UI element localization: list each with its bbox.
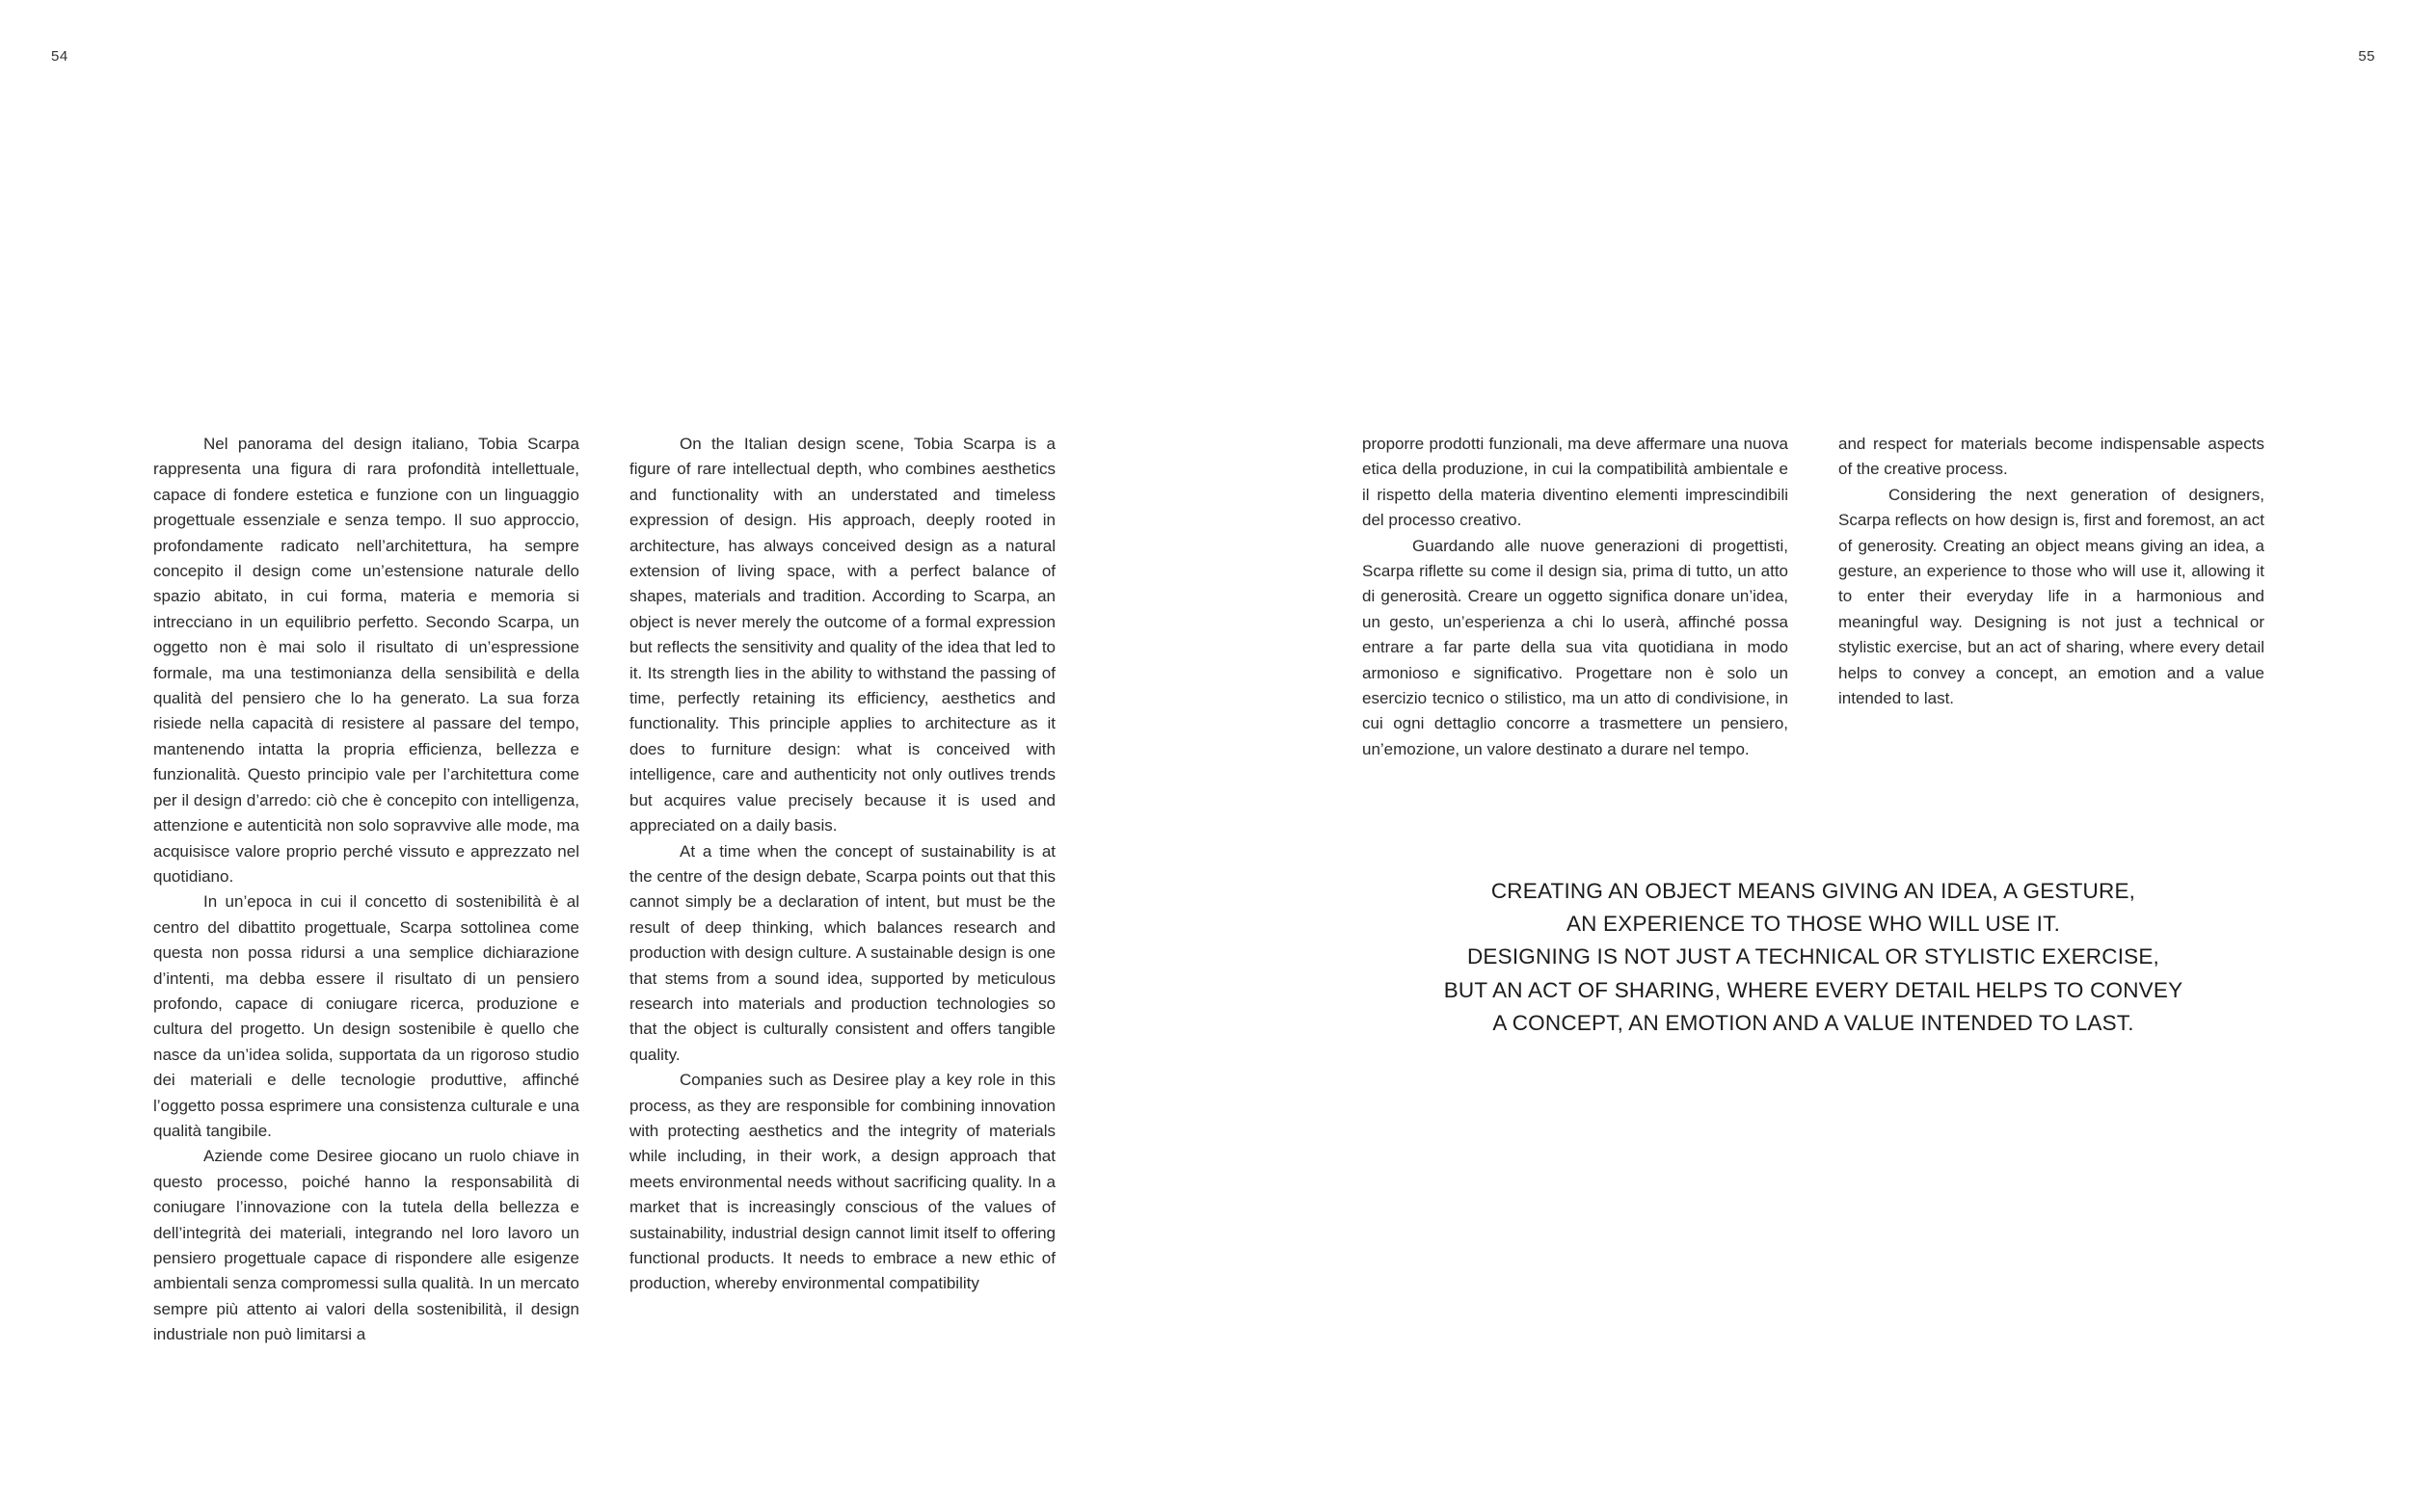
paragraph-continued: proporre prodotti funzionali, ma deve affermare una nuova etica della produzione, in cui la compatibilità ambientale e il rispetto della materia diventino elementi imprescindibili del processo creativo. xyxy=(1362,435,1788,530)
paragraph: On the Italian design scene, Tobia Scarpa is a figure of rare intellectual depth, who combines aesthetics and functionality with an understated and timeless expression of design. His approach, deeply rooted in architecture, has always conceived design as a natural extension of living space, with a perfect balance of shapes, materials and tradition. According to Scarpa, an object is never merely the outcome of a formal expression but reflects the sensitivity and quality of the idea that led to it. Its strength lies in the ability to withstand the passing of time, perfectly retaining its efficiency, aesthetics and functionality. This principle applies to architecture as it does to furniture design: what is conceived with intelligence, care and authenticity not only outlives trends but acquires value precisely because it is used and appreciated on a daily basis. xyxy=(629,435,1056,836)
text-column-italian-left xyxy=(153,432,579,1348)
paragraph: In un’epoca in cui il concetto di sostenibilità è al centro del dibattito progettuale, Scarpa sottolinea come questa non possa ridursi a una semplice dichiarazione d’intenti, ma debba essere il risultato di un pensiero profondo, capace di coniugare ricerca, produzione e cultura del progetto. Un design sostenibile è quello che nasce da un’idea solida, supportata da un rigoroso studio dei materiali e delle tecnologie produttive, affinché l’oggetto possa esprimere una consistenza culturale e una qualità tangibile. xyxy=(153,892,579,1140)
pull-quote-line: A CONCEPT, AN EMOTION AND A VALUE INTENDED TO LAST. xyxy=(1492,1010,2134,1035)
text-column-italian-right xyxy=(1362,432,1788,762)
text-column-english-left xyxy=(629,432,1056,1297)
pull-quote xyxy=(1350,875,2277,1040)
pull-quote-line: DESIGNING IS NOT JUST A TECHNICAL OR STYLISTIC EXERCISE, xyxy=(1466,944,2160,969)
paragraph: Aziende come Desiree giocano un ruolo chiave in questo processo, poiché hanno la responsabilità di coniugare l’innovazione con la tutela della bellezza e dell’integrità dei materiali, integrando nel loro lavoro un pensiero progettuale capace di rispondere alle esigenze ambientali senza compromessi sulla qualità. In un mercato sempre più attento ai valori della sostenibilità, il design industriale non può limitarsi a xyxy=(153,1147,579,1344)
paragraph: Companies such as Desiree play a key role in this process, as they are responsible for combining innovation with protecting aesthetics and the integrity of materials while including, in their work, a design approach that meets environmental needs without sacrificing quality. In a market that is increasingly conscious of the values of sustainability, industrial design cannot limit itself to offering functional products. It needs to embrace a new ethic of production, whereby environmental compatibility xyxy=(629,1071,1056,1293)
text-column-english-right xyxy=(1838,432,2264,711)
pull-quote-line: CREATING AN OBJECT MEANS GIVING AN IDEA, A GESTURE, xyxy=(1490,879,2136,903)
pull-quote-line: AN EXPERIENCE TO THOSE WHO WILL USE IT. xyxy=(1566,912,2061,937)
page-number-left: 54 xyxy=(51,48,68,65)
page-number-right: 55 xyxy=(2358,48,2375,65)
paragraph-continued: and respect for materials become indispensable aspects of the creative process. xyxy=(1838,435,2264,479)
paragraph: Nel panorama del design italiano, Tobia Scarpa rappresenta una figura di rara profondità intellettuale, capace di fondere estetica e funzione con un linguaggio progettuale essenziale e senza tempo. Il suo approccio, profondamente radicato nell’architettura, ha sempre concepito il design come un’estensione naturale dello spazio abitato, in cui forma, materia e memoria si intrecciano in un equilibrio perfetto. Secondo Scarpa, un oggetto non è mai solo il risultato di un’espressione formale, ma una testimonianza della sensibilità e della qualità del pensiero che lo ha generato. La sua forza risiede nella capacità di resistere al passare del tempo, mantenendo intatta la propria efficienza, bellezza e funzionalità. Questo principio vale per l’architettura come per il design d’arredo: ciò che è concepito con intelligenza, attenzione e autenticità non solo sopravvive alle mode, ma acquisisce valore proprio perché vissuto e apprezzato nel quotidiano. xyxy=(153,435,579,886)
paragraph: Considering the next generation of designers, Scarpa reflects on how design is, first and foremost, an act of generosity. Creating an object means giving an idea, a gesture, an experience to those who will use it, allowing it to enter their everyday life in a harmonious and meaningful way. Designing is not just a technical or stylistic exercise, but an act of sharing, where every detail helps to convey a concept, an emotion and a value intended to last. xyxy=(1838,485,2264,708)
paragraph: At a time when the concept of sustainability is at the centre of the design debate, Scarpa points out that this cannot simply be a declaration of intent, but must be the result of deep thinking, which balances research and production with design culture. A sustainable design is one that stems from a sound idea, supported by meticulous research into materials and production technologies so that the object is culturally consistent and offers tangible quality. xyxy=(629,841,1056,1064)
paragraph: Guardando alle nuove generazioni di progettisti, Scarpa riflette su come il design sia, prima di tutto, un atto di generosità. Creare un oggetto significa donare un’idea, un gesto, un’esperienza a chi lo userà, affinché possa entrare a far parte della sua vita quotidiana in modo armonioso e significativo. Progettare non è solo un esercizio tecnico o stilistico, ma un atto di condivisione, in cui ogni dettaglio concorre a trasmettere un pensiero, un’emozione, un valore destinato a durare nel tempo. xyxy=(1362,536,1788,758)
pull-quote-line: BUT AN ACT OF SHARING, WHERE EVERY DETAIL HELPS TO CONVEY xyxy=(1443,977,2183,1002)
